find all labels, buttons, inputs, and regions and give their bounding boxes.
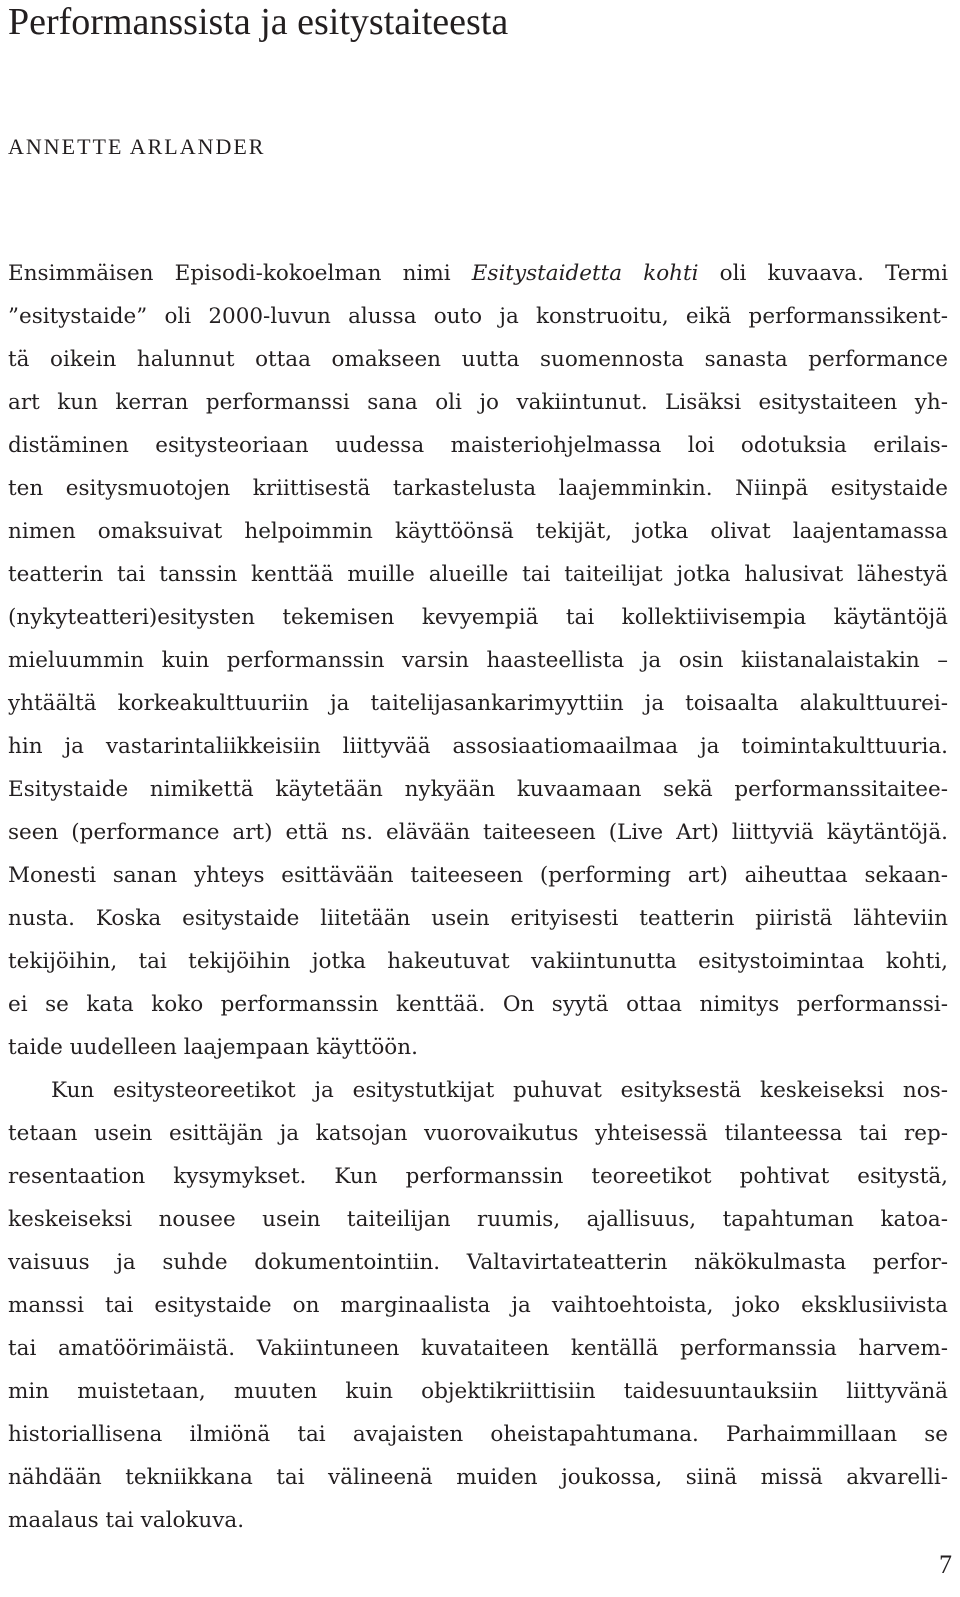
text-line: hin ja vastarintaliikkeisiin liittyvää assosiaatiomaailmaa ja toimintakulttuuria.: [8, 734, 948, 759]
text-line: tekijöihin, tai tekijöihin jotka hakeutuvat vakiintunutta esitystoimintaa kohti,: [8, 949, 948, 974]
text-line: ei se kata koko performanssin kenttää. On syytä ottaa nimitys performanssi-: [8, 992, 948, 1017]
text-line: historiallisena ilmiönä tai avajaisten oheistapahtumana. Parhaimmillaan se: [8, 1422, 948, 1447]
page-title: Performanssista ja esitystaiteesta: [8, 1, 509, 43]
paragraph-2: [8, 1069, 948, 1542]
text-line: vaisuus ja suhde dokumentointiin. Valtavirtateatterin näkökulmasta perfor-: [8, 1250, 948, 1275]
text-line: (nykyteatteri)esitysten tekemisen kevyempiä tai kollektiivisempia käytäntöjä: [8, 605, 948, 630]
text-line: tä oikein halunnut ottaa omakseen uutta suomennosta sanasta performance: [8, 347, 948, 372]
text-line: nimen omaksuivat helpoimmin käyttöönsä tekijät, jotka olivat laajentamassa: [8, 519, 948, 544]
text-line: nähdään tekniikkana tai välineenä muiden joukossa, siinä missä akvarelli-: [8, 1465, 948, 1490]
page-number: 7: [939, 1550, 952, 1579]
author-name: ANNETTE ARLANDER: [8, 134, 266, 159]
text-line: Monesti sanan yhteys esittävään taiteeseen (performing art) aiheuttaa sekaan-: [8, 863, 948, 888]
text-line: maalaus tai valokuva.: [8, 1508, 245, 1533]
text-line: Esitystaide nimikettä käytetään nykyään kuvaamaan sekä performanssitaitee-: [8, 777, 948, 802]
text-line: mieluummin kuin performanssin varsin haasteellista ja osin kiistanalaistakin –: [8, 648, 948, 673]
book-title-emphasis: Esitystaidetta kohti: [471, 261, 699, 286]
text-line: min muistetaan, muuten kuin objektikriittisiin taidesuuntauksiin liittyvänä: [8, 1379, 948, 1404]
text-line: Ensimmäisen Episodi-kokoelman nimi Esitystaidetta kohti oli kuvaava. Termi: [8, 261, 949, 286]
text-line: teatterin tai tanssin kenttää muille alueille tai taiteilijat jotka halusivat lähestyä: [8, 562, 948, 587]
text-line: art kun kerran performanssi sana oli jo vakiintunut. Lisäksi esitystaiteen yh-: [8, 390, 948, 415]
text-line: keskeiseksi nousee usein taiteilijan ruumis, ajallisuus, tapahtuman katoa-: [8, 1207, 948, 1232]
text-line: ”esitystaide” oli 2000-luvun alussa outo ja konstruoitu, eikä performanssikent-: [8, 304, 948, 329]
text-line: nusta. Koska esitystaide liitetään usein erityisesti teatterin piiristä lähteviin: [8, 906, 948, 931]
article-body: [8, 252, 948, 1542]
text-line: manssi tai esitystaide on marginaalista ja vaihtoehtoista, joko eksklusiivista: [8, 1293, 948, 1318]
text-line: taide uudelleen laajempaan käyttöön.: [8, 1035, 418, 1060]
text-line: tetaan usein esittäjän ja katsojan vuorovaikutus yhteisessä tilanteessa tai rep-: [8, 1121, 948, 1146]
text-line: ten esitysmuotojen kriittisestä tarkastelusta laajemminkin. Niinpä esitystaide: [8, 476, 948, 501]
text-line: yhtäältä korkeakulttuuriin ja taitelijasankarimyyttiin ja toisaalta alakulttuurei-: [8, 691, 948, 716]
text-line: distäminen esitysteoriaan uudessa maisteriohjelmassa loi odotuksia erilais-: [8, 433, 948, 458]
text-line: resentaation kysymykset. Kun performanssin teoreetikot pohtivat esitystä,: [8, 1164, 948, 1189]
paragraph-1: [8, 252, 948, 1069]
text-line: seen (performance art) että ns. elävään taiteeseen (Live Art) liittyviä käytäntöjä.: [8, 820, 948, 845]
text-line: Kun esitysteoreetikot ja esitystutkijat puhuvat esityksestä keskeiseksi nos-: [51, 1078, 948, 1103]
text-line: tai amatöörimäistä. Vakiintuneen kuvataiteen kentällä performanssia harvem-: [8, 1336, 948, 1361]
